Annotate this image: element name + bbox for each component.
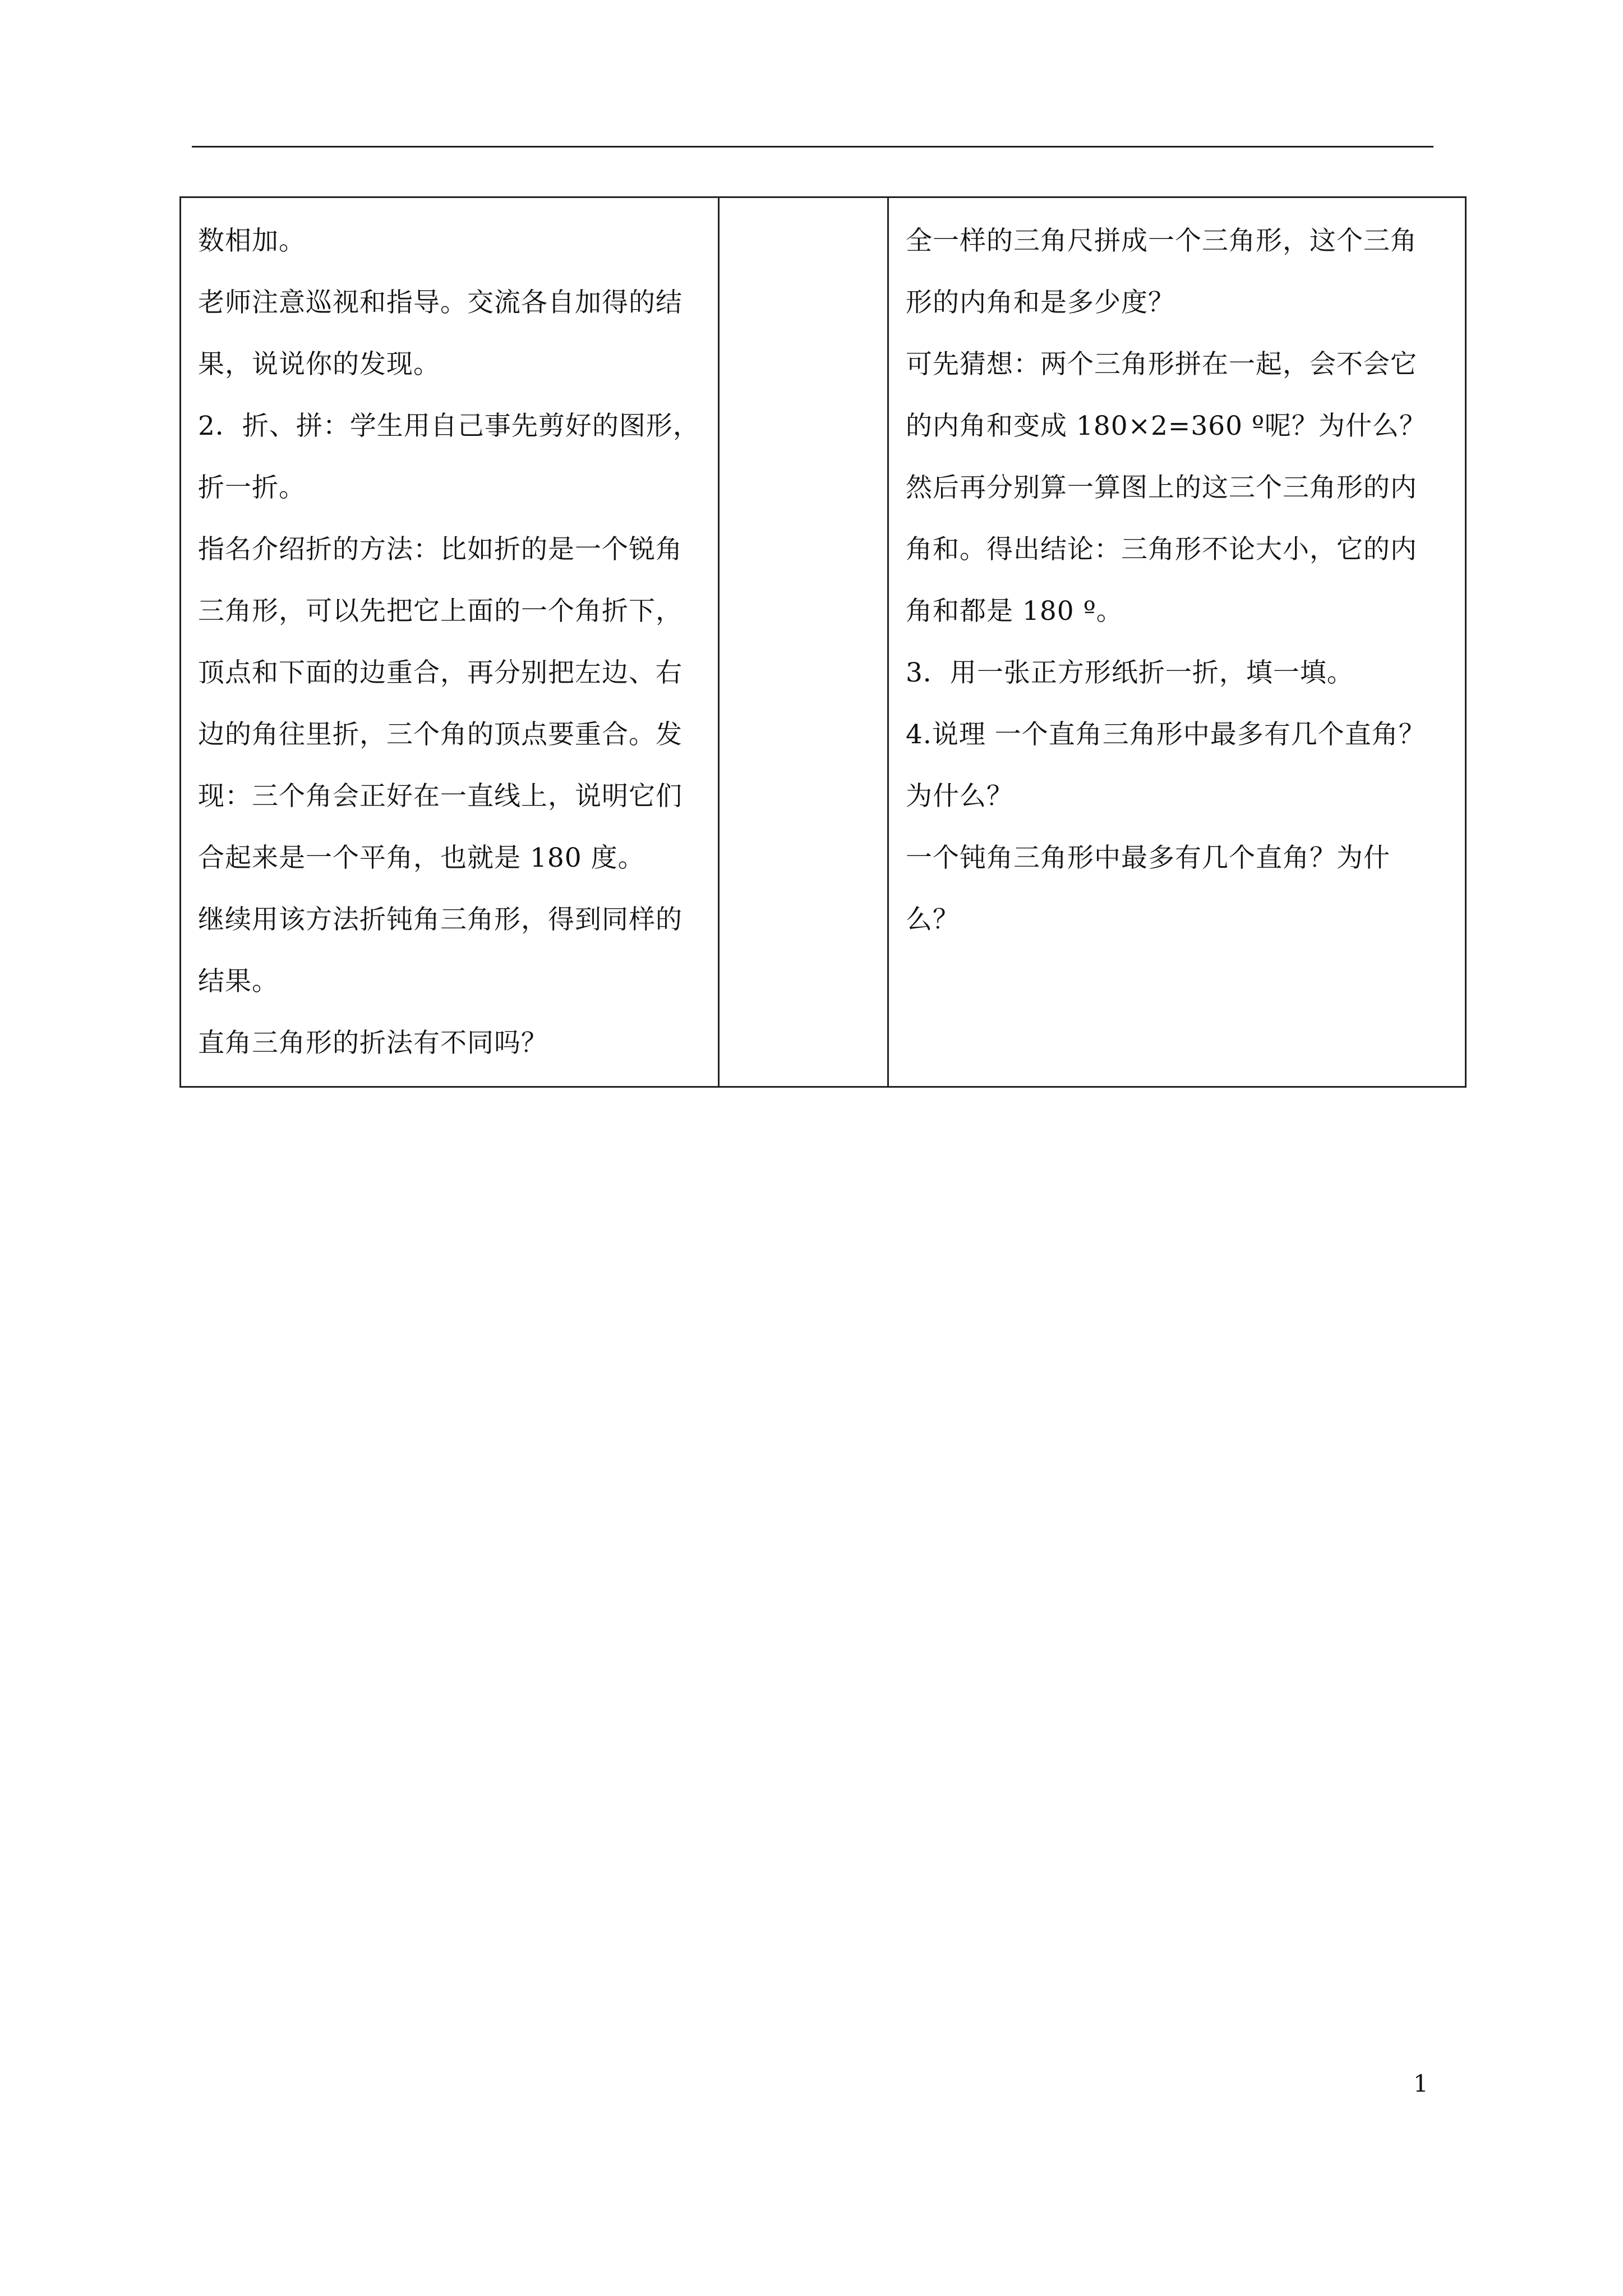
left-line: 果，说说你的发现。 <box>198 349 440 380</box>
page-number: 1 <box>1413 2070 1428 2097</box>
right-line: 可先猜想：两个三角形拼在一起，会不会它 <box>906 349 1417 380</box>
right-line: 角和。得出结论：三角形不论大小，它的内 <box>906 534 1417 565</box>
lesson-table <box>179 196 1467 1088</box>
right-line: 么？ <box>906 904 960 935</box>
right-line: 的内角和变成 180×2=360 º呢？为什么？ <box>906 411 1427 441</box>
left-line: 现：三个角会正好在一直线上，说明它们 <box>198 781 683 812</box>
right-line: 一个钝角三角形中最多有几个直角？为什 <box>906 843 1390 873</box>
right-line: 然后再分别算一算图上的这三个三角形的内 <box>906 472 1417 503</box>
right-line: 形的内角和是多少度？ <box>906 287 1175 318</box>
left-line: 继续用该方法折钝角三角形，得到同样的 <box>198 904 683 935</box>
right-line: 为什么？ <box>906 781 1013 812</box>
left-line: 直角三角形的折法有不同吗？ <box>198 1028 548 1059</box>
left-line: 三角形，可以先把它上面的一个角折下， <box>198 596 683 627</box>
left-line: 结果。 <box>198 966 279 997</box>
table-row <box>181 197 1466 1087</box>
left-line: 折一折。 <box>198 472 306 503</box>
left-line: 合起来是一个平角，也就是 180 度。 <box>198 843 645 873</box>
right-line: 全一样的三角尺拼成一个三角形，这个三角 <box>906 226 1417 256</box>
left-column-cell <box>181 197 719 1087</box>
right-column-cell <box>888 197 1466 1087</box>
left-line: 顶点和下面的边重合，再分别把左边、右 <box>198 657 683 688</box>
left-line: 指名介绍折的方法：比如折的是一个锐角 <box>198 534 683 565</box>
header-rule <box>192 146 1433 148</box>
left-line: 2．折、拼：学生用自己事先剪好的图形， <box>198 411 700 441</box>
left-line: 边的角往里折，三个角的顶点要重合。发 <box>198 719 683 750</box>
right-line: 角和都是 180 º。 <box>906 596 1123 627</box>
middle-column-cell <box>719 197 888 1087</box>
left-line: 数相加。 <box>198 226 306 256</box>
right-line: 3．用一张正方形纸折一折，填一填。 <box>906 657 1354 688</box>
left-line: 老师注意巡视和指导。交流各自加得的结 <box>198 287 683 318</box>
right-line: 4.说理 一个直角三角形中最多有几个直角？ <box>906 719 1426 750</box>
